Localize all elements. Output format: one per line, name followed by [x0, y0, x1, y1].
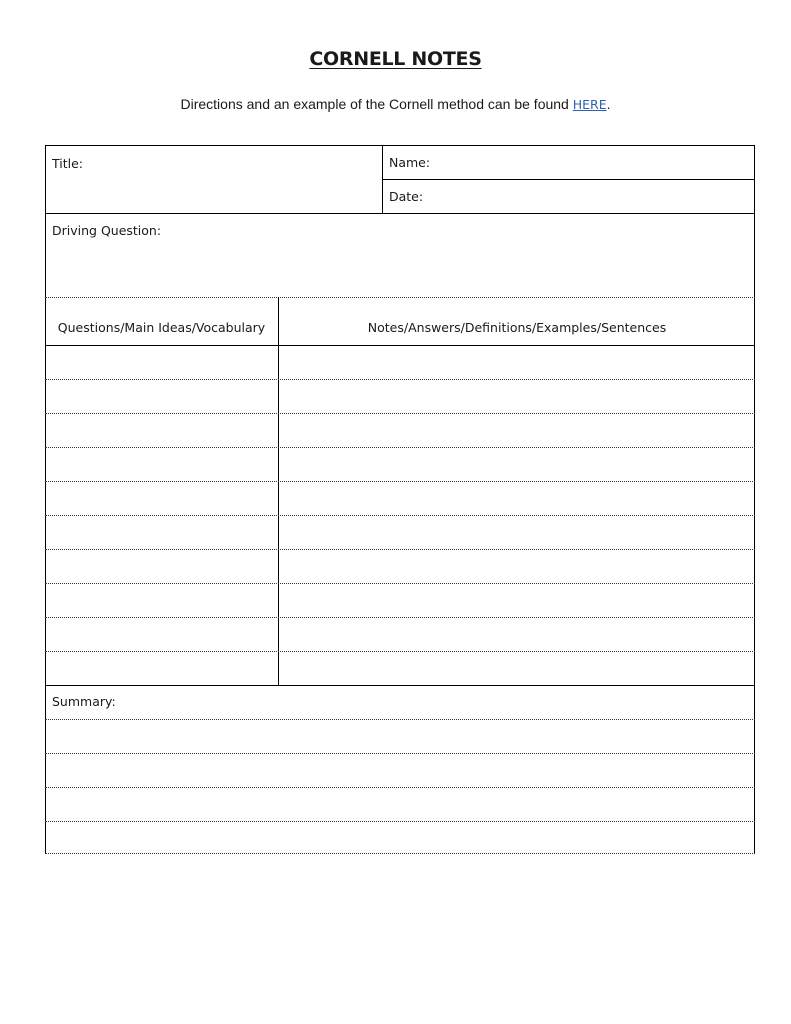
title-field[interactable]	[46, 146, 382, 213]
cornell-notes-form	[45, 145, 755, 854]
frame-bottom-border	[45, 853, 755, 854]
summary-field[interactable]	[46, 686, 754, 719]
summary-row-line	[45, 719, 755, 720]
directions-period: .	[606, 96, 611, 112]
notes-row-line	[45, 651, 755, 652]
summary-row-line	[45, 787, 755, 788]
summary-label: Summary:	[52, 694, 116, 709]
notes-row-line	[45, 481, 755, 482]
directions-line	[0, 96, 791, 112]
page-title: CORNELL NOTES	[309, 48, 482, 70]
column-divider	[278, 297, 279, 685]
notes-row-line	[45, 549, 755, 550]
date-label: Date:	[389, 189, 424, 204]
right-column-header: Notes/Answers/Definitions/Examples/Sentences	[367, 320, 667, 335]
summary-row-line	[45, 821, 755, 822]
notes-row-line	[45, 413, 755, 414]
notes-row-line	[45, 583, 755, 584]
notes-row-line	[45, 617, 755, 618]
driving-question-label: Driving Question:	[52, 223, 162, 238]
notes-row-line	[45, 379, 755, 380]
frame-right-border	[754, 145, 755, 854]
driving-question-field[interactable]	[46, 214, 754, 297]
name-field[interactable]	[383, 146, 754, 179]
summary-row-line	[45, 753, 755, 754]
driving-question-bottom-border	[45, 297, 755, 298]
directions-text: Directions and an example of the Cornell method can be found	[180, 96, 573, 112]
left-column-header: Questions/Main Ideas/Vocabulary	[57, 320, 266, 335]
notes-row-line	[45, 447, 755, 448]
title-label: Title:	[52, 156, 83, 171]
notes-row-line	[45, 515, 755, 516]
name-label: Name:	[389, 155, 431, 170]
here-link[interactable]: HERE	[572, 97, 607, 112]
column-header-bottom-border	[45, 345, 755, 346]
date-field[interactable]	[383, 180, 754, 213]
